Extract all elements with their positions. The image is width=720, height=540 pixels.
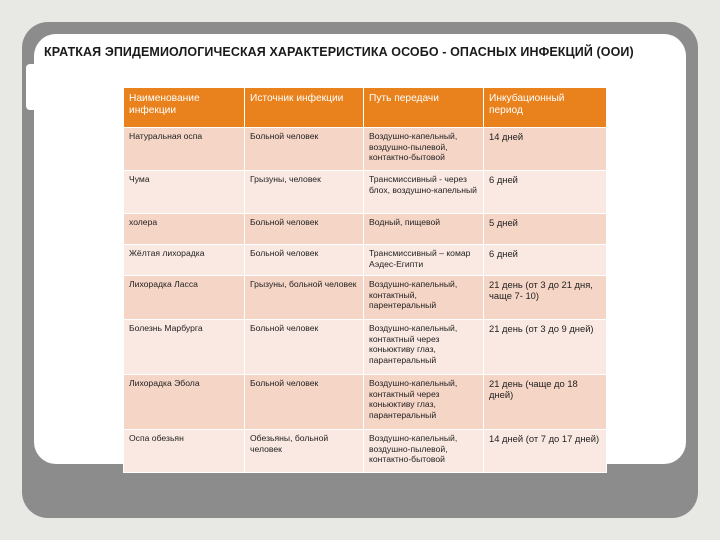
table-row [124,375,607,430]
cell-source: Больной человек [245,320,364,375]
infections-table [123,87,607,473]
cell-incubation: 21 день (от 3 до 9 дней) [484,320,607,375]
cell-route: Трансмиссивный - через блох, воздушно-капельный [364,171,484,214]
cell-route: Воздушно-капельный, воздушно-пылевой, контактно-бытовой [364,430,484,473]
table-row [124,214,607,245]
cell-route: Воздушно-капельный, контактный через коньюктиву глаз, парантеральный [364,320,484,375]
cell-incubation: 6 дней [484,171,607,214]
cell-incubation: 5 дней [484,214,607,245]
table-row [124,171,607,214]
cell-source: Больной человек [245,375,364,430]
table-row [124,430,607,473]
cell-name: Натуральная оспа [124,128,245,171]
header-cell-route: Путь передачи [364,88,484,128]
cell-route: Воздушно-капельный, контактный через коньюктиву глаз, парантеральный [364,375,484,430]
table-row [124,320,607,375]
cell-source: Больной человек [245,214,364,245]
cell-name: Лихорадка Эбола [124,375,245,430]
cell-name: Болезнь Марбурга [124,320,245,375]
table-header-row [124,88,607,128]
header-cell-source: Источник инфекции [245,88,364,128]
cell-source: Грызуны, больной человек [245,276,364,320]
page-title: КРАТКАЯ ЭПИДЕМИОЛОГИЧЕСКАЯ ХАРАКТЕРИСТИКА ОСОБО - ОПАСНЫХ ИНФЕКЦИЙ (ООИ) [44,45,634,59]
table-row [124,276,607,320]
cell-incubation: 21 день (от 3 до 21 дня, чаще 7- 10) [484,276,607,320]
header-cell-incubation: Инкубационный период [484,88,607,128]
cell-name: Оспа обезьян [124,430,245,473]
cell-source: Больной человек [245,128,364,171]
cell-name: Лихорадка Ласса [124,276,245,320]
cell-incubation: 14 дней (от 7 до 17 дней) [484,430,607,473]
table-row [124,128,607,171]
cell-name: холера [124,214,245,245]
cell-name: Жёлтая лихорадка [124,245,245,276]
cell-route: Воздушно-капельный, контактный, парентеральный [364,276,484,320]
header-cell-name: Наименование инфекции [124,88,245,128]
cell-source: Обезьяны, больной человек [245,430,364,473]
cell-source: Грызуны, человек [245,171,364,214]
cell-source: Больной человек [245,245,364,276]
cell-incubation: 21 день (чаще до 18 дней) [484,375,607,430]
cell-route: Воздушно-капельный, воздушно-пылевой, контактно-бытовой [364,128,484,171]
table-row [124,245,607,276]
cell-name: Чума [124,171,245,214]
cell-incubation: 6 дней [484,245,607,276]
cell-route: Трансмиссивный – комар Аэдес-Египти [364,245,484,276]
cell-incubation: 14 дней [484,128,607,171]
cell-route: Водный, пищевой [364,214,484,245]
